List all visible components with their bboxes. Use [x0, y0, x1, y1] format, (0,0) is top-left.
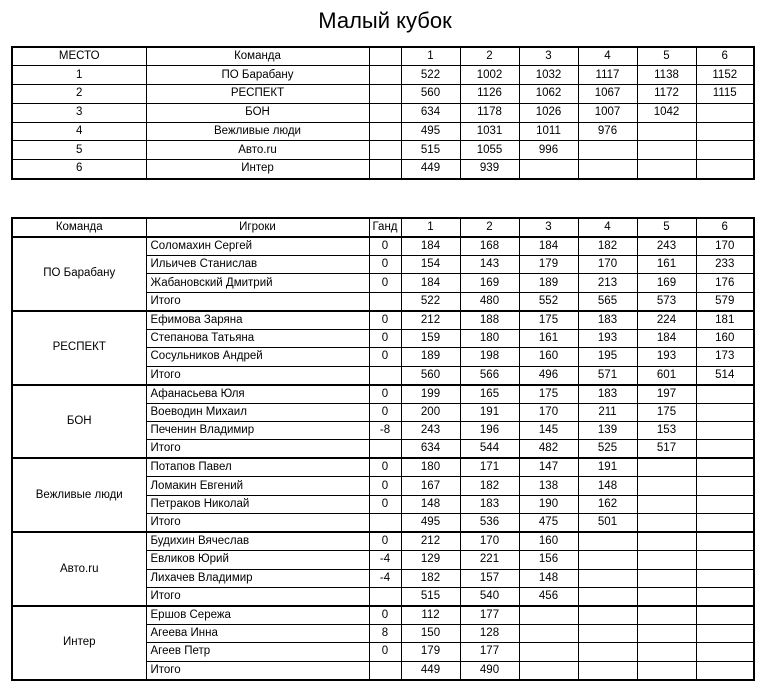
score-cell: 1138	[637, 66, 696, 85]
score-cell	[519, 606, 578, 625]
player-row	[12, 606, 754, 625]
score-cell: 552	[519, 292, 578, 311]
score-cell: 184	[637, 329, 696, 347]
column-header: 6	[696, 47, 754, 66]
table-row	[12, 141, 754, 160]
handicap-cell: 0	[369, 256, 401, 274]
player-row	[12, 458, 754, 477]
score-cell	[696, 624, 754, 642]
score-cell: 168	[460, 237, 519, 256]
team-cell: Интер	[146, 160, 369, 179]
empty-cell	[369, 141, 401, 160]
table-row	[12, 85, 754, 104]
score-cell: 145	[519, 421, 578, 439]
score-cell: 1031	[460, 122, 519, 141]
score-cell: 161	[519, 329, 578, 347]
score-cell: 169	[637, 274, 696, 292]
score-cell: 573	[637, 292, 696, 311]
score-cell: 996	[519, 141, 578, 160]
score-cell: 525	[578, 440, 637, 459]
score-cell: 182	[460, 477, 519, 495]
score-cell	[696, 532, 754, 551]
score-cell: 184	[401, 237, 460, 256]
column-header: 2	[460, 218, 519, 237]
handicap-cell: 0	[369, 458, 401, 477]
score-cell: 495	[401, 122, 460, 141]
empty-cell	[369, 66, 401, 85]
score-cell: 233	[696, 256, 754, 274]
score-cell: 490	[460, 661, 519, 680]
player-name-cell: Итого	[146, 514, 369, 533]
score-cell	[696, 643, 754, 661]
score-cell: 148	[578, 477, 637, 495]
score-cell: 159	[401, 329, 460, 347]
score-cell: 153	[637, 421, 696, 439]
score-cell	[696, 514, 754, 533]
score-cell	[696, 495, 754, 513]
score-cell: 501	[578, 514, 637, 533]
score-cell: 211	[578, 403, 637, 421]
score-cell: 1152	[696, 66, 754, 85]
column-header: 5	[637, 47, 696, 66]
score-cell: 171	[460, 458, 519, 477]
score-cell	[637, 569, 696, 587]
score-cell: 170	[578, 256, 637, 274]
score-cell: 449	[401, 661, 460, 680]
score-cell: 1178	[460, 103, 519, 122]
handicap-cell: -4	[369, 569, 401, 587]
score-cell: 170	[519, 403, 578, 421]
team-cell: ПО Барабану	[146, 66, 369, 85]
score-cell: 182	[401, 569, 460, 587]
score-cell: 496	[519, 366, 578, 385]
score-cell: 169	[460, 274, 519, 292]
score-cell: 515	[401, 141, 460, 160]
score-cell: 156	[519, 551, 578, 569]
score-cell	[696, 385, 754, 404]
handicap-cell: 0	[369, 477, 401, 495]
score-cell: 183	[578, 385, 637, 404]
score-cell	[696, 160, 754, 179]
score-cell: 190	[519, 495, 578, 513]
score-cell: 148	[519, 569, 578, 587]
score-cell	[637, 661, 696, 680]
score-cell: 1172	[637, 85, 696, 104]
score-cell: 175	[519, 385, 578, 404]
score-cell	[637, 551, 696, 569]
score-cell: 129	[401, 551, 460, 569]
handicap-cell	[369, 292, 401, 311]
score-cell: 128	[460, 624, 519, 642]
score-cell	[519, 160, 578, 179]
standings-table	[11, 46, 755, 180]
player-name-cell: Сосульников Андрей	[146, 348, 369, 366]
player-name-cell: Ломакин Евгений	[146, 477, 369, 495]
score-cell: 170	[696, 237, 754, 256]
player-name-cell: Ильичев Станислав	[146, 256, 369, 274]
score-cell: 148	[401, 495, 460, 513]
score-cell: 522	[401, 66, 460, 85]
table-row	[12, 122, 754, 141]
score-cell: 1126	[460, 85, 519, 104]
score-cell: 1042	[637, 103, 696, 122]
score-cell	[696, 569, 754, 587]
player-name-cell: Агеева Инна	[146, 624, 369, 642]
score-cell	[696, 458, 754, 477]
score-cell: 475	[519, 514, 578, 533]
player-name-cell: Итого	[146, 661, 369, 680]
table-row	[12, 103, 754, 122]
score-cell: 139	[578, 421, 637, 439]
team-name-cell: РЕСПЕКТ	[12, 311, 146, 385]
score-cell	[578, 661, 637, 680]
column-header: 1	[401, 218, 460, 237]
column-header: 3	[519, 218, 578, 237]
score-cell: 181	[696, 311, 754, 330]
score-cell: 976	[578, 122, 637, 141]
score-cell: 197	[637, 385, 696, 404]
handicap-cell: 0	[369, 385, 401, 404]
score-cell: 162	[578, 495, 637, 513]
score-cell: 515	[401, 587, 460, 606]
place-cell: 6	[12, 160, 146, 179]
player-name-cell: Итого	[146, 587, 369, 606]
score-cell: 1026	[519, 103, 578, 122]
player-name-cell: Будихин Вячеслав	[146, 532, 369, 551]
score-cell: 1117	[578, 66, 637, 85]
column-header: Ганд	[369, 218, 401, 237]
score-cell: 1007	[578, 103, 637, 122]
player-row	[12, 385, 754, 404]
score-cell: 566	[460, 366, 519, 385]
players-table	[11, 217, 755, 681]
score-cell: 198	[460, 348, 519, 366]
score-cell: 480	[460, 292, 519, 311]
score-cell	[637, 458, 696, 477]
place-cell: 4	[12, 122, 146, 141]
handicap-cell	[369, 661, 401, 680]
column-header: Игроки	[146, 218, 369, 237]
player-name-cell: Ефимова Заряна	[146, 311, 369, 330]
player-name-cell: Петраков Николай	[146, 495, 369, 513]
score-cell	[696, 403, 754, 421]
player-row	[12, 311, 754, 330]
score-cell	[696, 103, 754, 122]
score-cell: 536	[460, 514, 519, 533]
score-cell: 1067	[578, 85, 637, 104]
score-cell	[696, 477, 754, 495]
handicap-cell: 8	[369, 624, 401, 642]
players-header-row	[12, 218, 754, 237]
player-name-cell: Жабановский Дмитрий	[146, 274, 369, 292]
handicap-cell: 0	[369, 237, 401, 256]
score-cell: 482	[519, 440, 578, 459]
column-header: 4	[578, 47, 637, 66]
team-cell: БОН	[146, 103, 369, 122]
score-cell: 112	[401, 606, 460, 625]
score-cell: 157	[460, 569, 519, 587]
score-cell	[637, 477, 696, 495]
empty-cell	[369, 85, 401, 104]
score-cell: 147	[519, 458, 578, 477]
score-cell: 495	[401, 514, 460, 533]
score-cell: 243	[401, 421, 460, 439]
score-cell: 189	[401, 348, 460, 366]
player-row	[12, 532, 754, 551]
column-header: 2	[460, 47, 519, 66]
player-name-cell: Афанасьева Юля	[146, 385, 369, 404]
score-cell: 199	[401, 385, 460, 404]
score-cell: 456	[519, 587, 578, 606]
score-cell	[637, 606, 696, 625]
score-cell: 138	[519, 477, 578, 495]
handicap-cell: 0	[369, 643, 401, 661]
score-cell: 189	[519, 274, 578, 292]
handicap-cell: 0	[369, 495, 401, 513]
score-cell: 175	[519, 311, 578, 330]
score-cell: 560	[401, 366, 460, 385]
score-cell: 167	[401, 477, 460, 495]
score-cell: 1055	[460, 141, 519, 160]
player-name-cell: Степанова Татьяна	[146, 329, 369, 347]
player-name-cell: Итого	[146, 292, 369, 311]
handicap-cell: -4	[369, 551, 401, 569]
score-cell: 449	[401, 160, 460, 179]
player-row	[12, 237, 754, 256]
column-header: 1	[401, 47, 460, 66]
score-cell: 150	[401, 624, 460, 642]
score-cell	[637, 532, 696, 551]
score-cell	[696, 551, 754, 569]
handicap-cell: 0	[369, 348, 401, 366]
score-cell	[578, 532, 637, 551]
score-cell: 544	[460, 440, 519, 459]
score-cell: 184	[401, 274, 460, 292]
empty-cell	[369, 122, 401, 141]
handicap-cell: 0	[369, 403, 401, 421]
score-cell	[578, 551, 637, 569]
score-cell: 154	[401, 256, 460, 274]
handicap-cell	[369, 366, 401, 385]
score-cell: 601	[637, 366, 696, 385]
player-name-cell: Воеводин Михаил	[146, 403, 369, 421]
score-cell: 1032	[519, 66, 578, 85]
player-name-cell: Соломахин Сергей	[146, 237, 369, 256]
team-cell: Вежливые люди	[146, 122, 369, 141]
table-row	[12, 160, 754, 179]
score-cell: 200	[401, 403, 460, 421]
score-cell: 177	[460, 643, 519, 661]
column-header: 5	[637, 218, 696, 237]
score-cell: 579	[696, 292, 754, 311]
score-cell: 224	[637, 311, 696, 330]
player-name-cell: Ершов Сережа	[146, 606, 369, 625]
score-cell: 540	[460, 587, 519, 606]
standings-header-row	[12, 47, 754, 66]
score-cell: 514	[696, 366, 754, 385]
score-cell	[578, 141, 637, 160]
score-cell	[519, 643, 578, 661]
column-header	[369, 47, 401, 66]
player-name-cell: Агеев Петр	[146, 643, 369, 661]
handicap-cell: 0	[369, 329, 401, 347]
score-cell: 634	[401, 103, 460, 122]
score-cell: 560	[401, 85, 460, 104]
score-cell	[637, 624, 696, 642]
score-cell: 177	[460, 606, 519, 625]
score-cell: 161	[637, 256, 696, 274]
score-cell: 191	[460, 403, 519, 421]
score-cell: 195	[578, 348, 637, 366]
score-cell	[637, 141, 696, 160]
score-cell: 221	[460, 551, 519, 569]
score-cell: 517	[637, 440, 696, 459]
score-cell: 183	[460, 495, 519, 513]
score-cell: 1011	[519, 122, 578, 141]
score-cell: 212	[401, 311, 460, 330]
handicap-cell: 0	[369, 532, 401, 551]
player-name-cell: Итого	[146, 366, 369, 385]
score-cell: 188	[460, 311, 519, 330]
handicap-cell	[369, 514, 401, 533]
handicap-cell	[369, 587, 401, 606]
player-name-cell: Печенин Владимир	[146, 421, 369, 439]
score-cell: 160	[696, 329, 754, 347]
team-cell: РЕСПЕКТ	[146, 85, 369, 104]
place-cell: 2	[12, 85, 146, 104]
column-header: Команда	[146, 47, 369, 66]
score-cell: 165	[460, 385, 519, 404]
score-cell	[578, 606, 637, 625]
score-cell	[637, 122, 696, 141]
player-name-cell: Итого	[146, 440, 369, 459]
team-cell: Авто.ru	[146, 141, 369, 160]
team-name-cell: Авто.ru	[12, 532, 146, 606]
score-cell: 1002	[460, 66, 519, 85]
score-cell	[578, 587, 637, 606]
score-cell	[696, 122, 754, 141]
score-cell	[578, 643, 637, 661]
column-header: МЕСТО	[12, 47, 146, 66]
score-cell: 160	[519, 532, 578, 551]
place-cell: 1	[12, 66, 146, 85]
team-name-cell: Вежливые люди	[12, 458, 146, 532]
table-row	[12, 66, 754, 85]
score-cell: 212	[401, 532, 460, 551]
player-name-cell: Лихачев Владимир	[146, 569, 369, 587]
score-cell: 939	[460, 160, 519, 179]
score-cell	[696, 141, 754, 160]
empty-cell	[369, 103, 401, 122]
place-cell: 5	[12, 141, 146, 160]
score-cell	[637, 514, 696, 533]
score-cell	[696, 421, 754, 439]
team-name-cell: Интер	[12, 606, 146, 680]
score-cell: 522	[401, 292, 460, 311]
column-header: 3	[519, 47, 578, 66]
handicap-cell: 0	[369, 606, 401, 625]
score-cell: 243	[637, 237, 696, 256]
team-name-cell: БОН	[12, 385, 146, 459]
handicap-cell: 0	[369, 274, 401, 292]
score-cell	[578, 160, 637, 179]
score-cell	[637, 643, 696, 661]
empty-cell	[369, 160, 401, 179]
column-header: 6	[696, 218, 754, 237]
score-cell: 182	[578, 237, 637, 256]
column-header: 4	[578, 218, 637, 237]
score-cell: 180	[460, 329, 519, 347]
place-cell: 3	[12, 103, 146, 122]
score-cell	[578, 624, 637, 642]
score-cell: 184	[519, 237, 578, 256]
score-cell	[637, 587, 696, 606]
score-cell	[637, 160, 696, 179]
score-cell: 634	[401, 440, 460, 459]
score-cell: 193	[637, 348, 696, 366]
score-cell: 179	[519, 256, 578, 274]
score-cell: 183	[578, 311, 637, 330]
score-cell: 176	[696, 274, 754, 292]
score-cell	[578, 569, 637, 587]
handicap-cell: -8	[369, 421, 401, 439]
score-cell	[696, 440, 754, 459]
score-cell: 196	[460, 421, 519, 439]
score-cell	[519, 661, 578, 680]
player-name-cell: Потапов Павел	[146, 458, 369, 477]
score-cell: 1062	[519, 85, 578, 104]
score-cell: 180	[401, 458, 460, 477]
score-cell	[637, 495, 696, 513]
score-cell: 565	[578, 292, 637, 311]
score-cell: 1115	[696, 85, 754, 104]
score-cell: 213	[578, 274, 637, 292]
score-cell: 173	[696, 348, 754, 366]
score-cell	[696, 606, 754, 625]
player-name-cell: Евликов Юрий	[146, 551, 369, 569]
score-cell: 571	[578, 366, 637, 385]
team-name-cell: ПО Барабану	[12, 237, 146, 311]
score-cell: 175	[637, 403, 696, 421]
score-cell: 160	[519, 348, 578, 366]
score-cell	[696, 587, 754, 606]
handicap-cell	[369, 440, 401, 459]
score-cell: 191	[578, 458, 637, 477]
page-title: Малый кубок	[318, 8, 452, 33]
handicap-cell: 0	[369, 311, 401, 330]
score-cell	[696, 661, 754, 680]
score-cell	[519, 624, 578, 642]
score-cell: 170	[460, 532, 519, 551]
score-cell: 193	[578, 329, 637, 347]
column-header: Команда	[12, 218, 146, 237]
score-cell: 143	[460, 256, 519, 274]
score-cell: 179	[401, 643, 460, 661]
